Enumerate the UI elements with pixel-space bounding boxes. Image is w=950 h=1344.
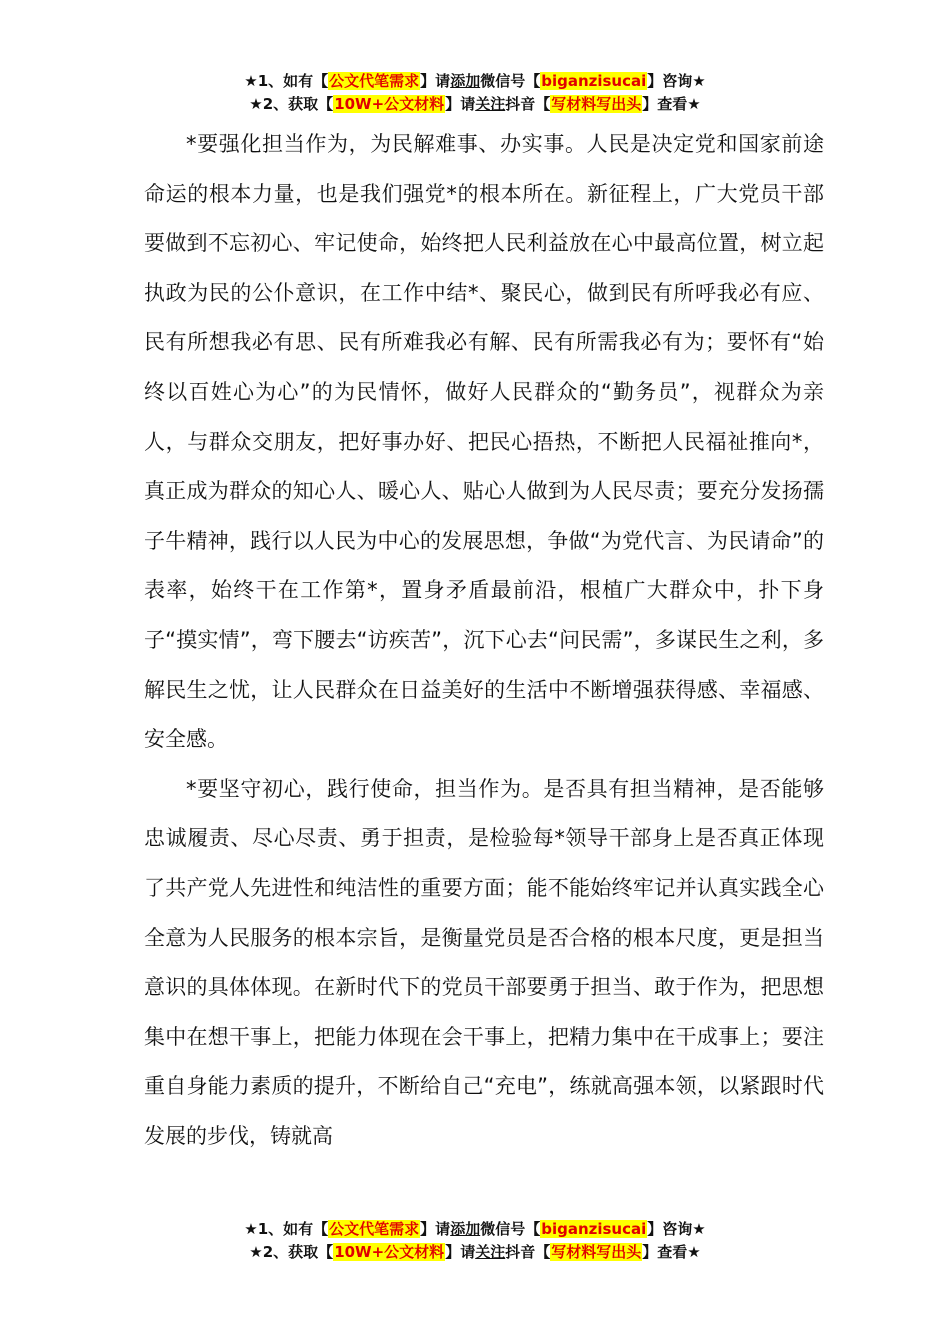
banner-line-1: ★1、如有【公文代笔需求】请添加微信号【biganzisucai】咨询★ (244, 72, 706, 90)
highlight-materials: 10W+公文材料 (334, 1243, 445, 1261)
highlight-douyin-account: 写材料写出头 (551, 95, 642, 113)
paragraph-2: *要坚守初心，践行使命，担当作为。是否具有担当精神，是否能够忠诚履责、尽心尽责、勇于担责，是检验每*领导干部身上是否真正体现了共产党人先进性和纯洁性的重要方面；能不能始终牢记并认真实践全心全意为人民服务的根本宗旨，是衡量党员是否合格的根本尺度，更是担当意识的具体体现。在新时代下的党员干部要勇于担当、敢于作为，把思想集中在想干事上，把能力体现在会干事上，把精力集中在干成事上；要注重自身能力素质的提升，不断给自己“充电”，练就高强本领，以紧跟时代发展的步伐，铸就高 (144, 776, 824, 1148)
footer-banner (0, 1218, 950, 1264)
highlight-materials: 10W+公文材料 (334, 95, 445, 113)
banner-line-2: ★2、获取【10W+公文材料】请关注抖音【写材料写出头】查看★ (249, 1243, 701, 1261)
banner-line-2: ★2、获取【10W+公文材料】请关注抖音【写材料写出头】查看★ (249, 95, 701, 113)
banner-line-1: ★1、如有【公文代笔需求】请添加微信号【biganzisucai】咨询★ (244, 1220, 706, 1238)
highlight-service: 公文代笔需求 (329, 72, 420, 90)
document-body (144, 120, 824, 1161)
header-banner (0, 70, 950, 116)
paragraph-1: *要强化担当作为，为民解难事、办实事。人民是决定党和国家前途命运的根本力量，也是我们强党*的根本所在。新征程上，广大党员干部要做到不忘初心、牢记使命，始终把人民利益放在心中最高位置，树立起执政为民的公仆意识，在工作中结*、聚民心，做到民有所呼我必有应、民有所想我必有思、民有所难我必有解、民有所需我必有为；要怀有“始终以百姓心为心”的为民情怀，做好人民群众的“勤务员”，视群众为亲人，与群众交朋友，把好事办好、把民心捂热，不断把人民福祉推向*，真正成为群众的知心人、暖心人、贴心人做到为人民尽责；要充分发扬孺子牛精神，践行以人民为中心的发展思想，争做“为党代言、为民请命”的表率，始终干在工作第*，置身矛盾最前沿，根植广大群众中，扑下身子“摸实情”，弯下腰去“访疾苦”，沉下心去“问民需”，多谋民生之利，多解民生之忧，让人民群众在日益美好的生活中不断增强获得感、幸福感、安全感。 (144, 132, 824, 752)
highlight-douyin-account: 写材料写出头 (551, 1243, 642, 1261)
highlight-wechat-id: biganzisucai (541, 72, 647, 90)
highlight-service: 公文代笔需求 (329, 1220, 420, 1238)
highlight-wechat-id: biganzisucai (541, 1220, 647, 1238)
